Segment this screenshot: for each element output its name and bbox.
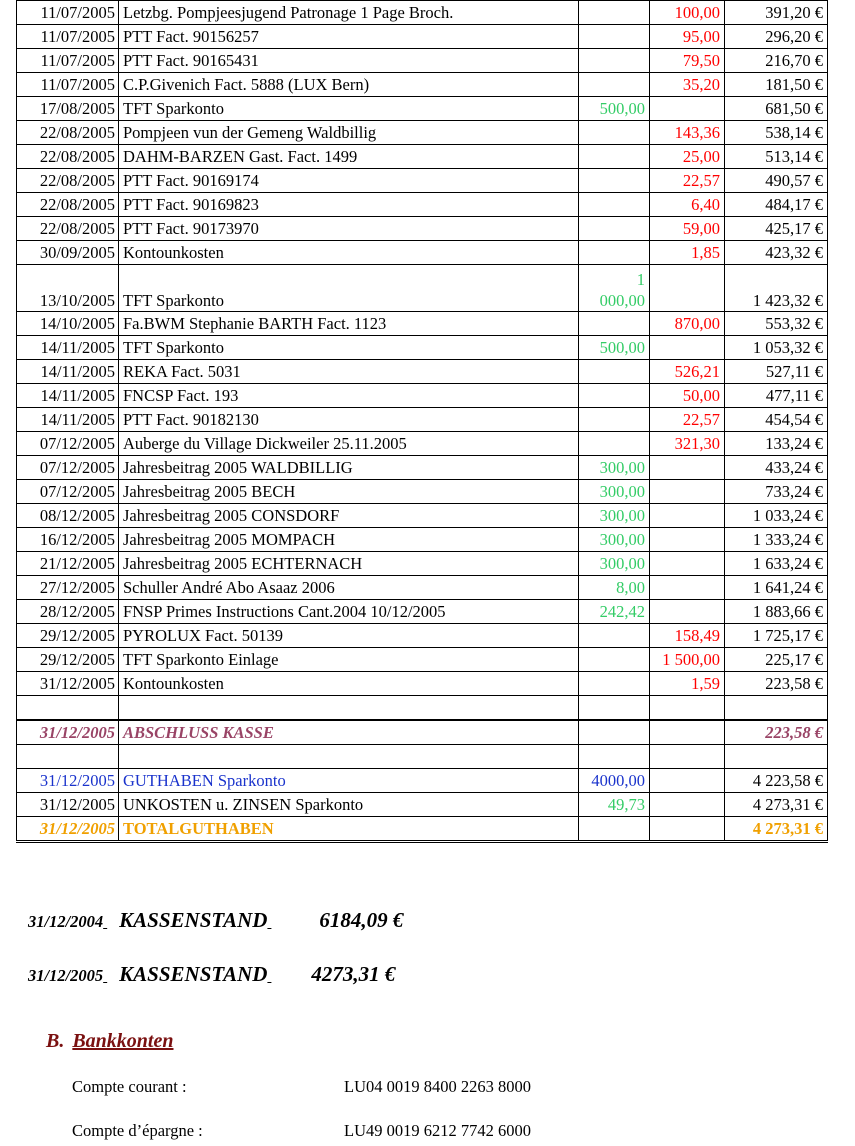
credit-cell: 300,00: [579, 552, 650, 576]
date-cell: 17/08/2005: [17, 97, 119, 121]
description-cell: Auberge du Village Dickweiler 25.11.2005: [119, 432, 579, 456]
description-cell: PTT Fact. 90169823: [119, 193, 579, 217]
credit-cell: 8,00: [579, 576, 650, 600]
debit-cell: 526,21: [650, 360, 725, 384]
debit-cell: [650, 504, 725, 528]
kassenstand-2004: [28, 908, 403, 933]
balance-cell: 527,11 €: [725, 360, 828, 384]
debit-cell: 100,00: [650, 1, 725, 25]
credit-cell: [579, 145, 650, 169]
table-row: [17, 456, 828, 480]
date-cell: 14/11/2005: [17, 408, 119, 432]
balance-cell: 391,20 €: [725, 1, 828, 25]
balance-cell: 538,14 €: [725, 121, 828, 145]
balance-cell: 133,24 €: [725, 432, 828, 456]
debit-cell: 143,36: [650, 121, 725, 145]
credit-cell: [579, 720, 650, 745]
debit-cell: 6,40: [650, 193, 725, 217]
date-cell: 14/10/2005: [17, 312, 119, 336]
table-row: [17, 145, 828, 169]
description-cell: TFT Sparkonto: [119, 97, 579, 121]
credit-cell: [579, 49, 650, 73]
date-cell: 11/07/2005: [17, 25, 119, 49]
ledger-body: [17, 1, 828, 842]
debit-cell: 158,49: [650, 624, 725, 648]
date-cell: 14/11/2005: [17, 360, 119, 384]
debit-cell: [650, 696, 725, 721]
credit-cell: [579, 312, 650, 336]
description-cell: C.P.Givenich Fact. 5888 (LUX Bern): [119, 73, 579, 97]
savings-row: [17, 769, 828, 793]
debit-cell: 25,00: [650, 145, 725, 169]
balance-cell: 1 883,66 €: [725, 600, 828, 624]
kassenstand-label: KASSENSTAND: [119, 908, 268, 932]
credit-cell: 242,42: [579, 600, 650, 624]
credit-cell: [579, 432, 650, 456]
debit-cell: 79,50: [650, 49, 725, 73]
kassenstand-date: 31/12/2004: [28, 912, 104, 931]
kassenstand-2005: [28, 962, 395, 987]
date-cell: 22/08/2005: [17, 145, 119, 169]
description-cell: PTT Fact. 90182130: [119, 408, 579, 432]
debit-cell: 95,00: [650, 25, 725, 49]
description-cell: Jahresbeitrag 2005 BECH: [119, 480, 579, 504]
date-cell: 31/12/2005: [17, 793, 119, 817]
debit-cell: 22,57: [650, 408, 725, 432]
table-row: [17, 336, 828, 360]
description-cell: Letzbg. Pompjeesjugend Patronage 1 Page Broch.: [119, 1, 579, 25]
table-row: [17, 408, 828, 432]
debit-cell: [650, 552, 725, 576]
debit-cell: [650, 720, 725, 745]
date-cell: 22/08/2005: [17, 217, 119, 241]
balance-cell: 733,24 €: [725, 480, 828, 504]
description-cell: Schuller André Abo Asaaz 2006: [119, 576, 579, 600]
account-name: Compte d’épargne :: [72, 1121, 203, 1140]
balance-cell: 513,14 €: [725, 145, 828, 169]
description-cell: Fa.BWM Stephanie BARTH Fact. 1123: [119, 312, 579, 336]
description-cell: Kontounkosten: [119, 672, 579, 696]
description-cell: PYROLUX Fact. 50139: [119, 624, 579, 648]
debit-cell: 22,57: [650, 169, 725, 193]
table-row: [17, 49, 828, 73]
balance-cell: 1 725,17 €: [725, 624, 828, 648]
date-cell: 14/11/2005: [17, 336, 119, 360]
description-cell: Jahresbeitrag 2005 CONSDORF: [119, 504, 579, 528]
credit-cell: [579, 217, 650, 241]
credit-cell: 4000,00: [579, 769, 650, 793]
description-cell: DAHM-BARZEN Gast. Fact. 1499: [119, 145, 579, 169]
balance-cell: [725, 745, 828, 769]
date-cell: 07/12/2005: [17, 456, 119, 480]
date-cell: 07/12/2005: [17, 432, 119, 456]
account-current: [72, 1077, 531, 1097]
table-row: [17, 1, 828, 25]
balance-cell: 181,50 €: [725, 73, 828, 97]
credit-cell: [579, 360, 650, 384]
date-cell: 16/12/2005: [17, 528, 119, 552]
credit-cell: [579, 169, 650, 193]
table-row: [17, 480, 828, 504]
balance-cell: 4 273,31 €: [725, 817, 828, 842]
debit-cell: [650, 336, 725, 360]
description-cell: Pompjeen vun der Gemeng Waldbillig: [119, 121, 579, 145]
account-iban: LU04 0019 8400 2263 8000: [344, 1077, 531, 1096]
date-cell: 22/08/2005: [17, 169, 119, 193]
balance-cell: 1 333,24 €: [725, 528, 828, 552]
debit-cell: 1,85: [650, 241, 725, 265]
table-row: [17, 241, 828, 265]
description-cell: [119, 696, 579, 721]
table-row: [17, 121, 828, 145]
date-cell: 22/08/2005: [17, 193, 119, 217]
balance-cell: [725, 696, 828, 721]
ledger-table: [16, 0, 828, 843]
debit-cell: [650, 97, 725, 121]
balance-cell: 553,32 €: [725, 312, 828, 336]
table-row: [17, 97, 828, 121]
balance-cell: 4 273,31 €: [725, 793, 828, 817]
credit-cell: 300,00: [579, 504, 650, 528]
debit-cell: [650, 745, 725, 769]
bank-section-heading: [46, 1030, 174, 1053]
balance-cell: 225,17 €: [725, 648, 828, 672]
debit-cell: [650, 576, 725, 600]
balance-cell: 1 633,24 €: [725, 552, 828, 576]
kassenstand-value: 4273,31 €: [311, 962, 396, 986]
description-cell: TFT Sparkonto: [119, 265, 579, 312]
credit-line-2: 000,00: [599, 291, 645, 310]
description-cell: Kontounkosten: [119, 241, 579, 265]
description-cell: GUTHABEN Sparkonto: [119, 769, 579, 793]
credit-cell: [579, 817, 650, 842]
total-row: [17, 817, 828, 842]
balance-cell: 223,58 €: [725, 720, 828, 745]
credit-cell: [579, 408, 650, 432]
section-letter: B.: [46, 1030, 65, 1052]
description-cell: PTT Fact. 90165431: [119, 49, 579, 73]
date-cell: 31/12/2005: [17, 672, 119, 696]
debit-cell: [650, 600, 725, 624]
balance-cell: 1 033,24 €: [725, 504, 828, 528]
balance-cell: 216,70 €: [725, 49, 828, 73]
description-cell: FNSP Primes Instructions Cant.2004 10/12/2005: [119, 600, 579, 624]
table-row: [17, 169, 828, 193]
description-cell: UNKOSTEN u. ZINSEN Sparkonto: [119, 793, 579, 817]
balance-cell: 296,20 €: [725, 25, 828, 49]
credit-cell: [579, 696, 650, 721]
debit-cell: 321,30: [650, 432, 725, 456]
table-row: [17, 25, 828, 49]
credit-line-1: 1: [636, 270, 645, 289]
table-row: [17, 73, 828, 97]
credit-cell: 500,00: [579, 97, 650, 121]
date-cell: 31/12/2005: [17, 817, 119, 842]
table-row: [17, 504, 828, 528]
balance-cell: 454,54 €: [725, 408, 828, 432]
credit-cell: [579, 265, 650, 312]
credit-cell: 300,00: [579, 528, 650, 552]
balance-cell: 425,17 €: [725, 217, 828, 241]
date-cell: 08/12/2005: [17, 504, 119, 528]
table-row: [17, 648, 828, 672]
kassenstand-date: 31/12/2005: [28, 966, 104, 985]
debit-cell: 35,20: [650, 73, 725, 97]
table-row: [17, 217, 828, 241]
table-row: [17, 193, 828, 217]
description-cell: TFT Sparkonto Einlage: [119, 648, 579, 672]
credit-cell: [579, 25, 650, 49]
table-row: [17, 552, 828, 576]
table-row: [17, 576, 828, 600]
closing-row: [17, 720, 828, 745]
debit-cell: [650, 456, 725, 480]
description-cell: PTT Fact. 90169174: [119, 169, 579, 193]
date-cell: 28/12/2005: [17, 600, 119, 624]
description-cell: PTT Fact. 90173970: [119, 217, 579, 241]
account-name: Compte courant :: [72, 1077, 187, 1096]
debit-cell: 1 500,00: [650, 648, 725, 672]
table-row: [17, 384, 828, 408]
balance-cell: 1 423,32 €: [725, 265, 828, 312]
balance-cell: 4 223,58 €: [725, 769, 828, 793]
balance-cell: 423,32 €: [725, 241, 828, 265]
description-cell: Jahresbeitrag 2005 ECHTERNACH: [119, 552, 579, 576]
date-cell: 21/12/2005: [17, 552, 119, 576]
balance-cell: 477,11 €: [725, 384, 828, 408]
kassenstand-value: 6184,09 €: [319, 908, 404, 932]
credit-cell: 49,73: [579, 793, 650, 817]
date-cell: 22/08/2005: [17, 121, 119, 145]
debit-cell: [650, 817, 725, 842]
credit-cell: [579, 73, 650, 97]
description-cell: FNCSP Fact. 193: [119, 384, 579, 408]
date-cell: [17, 745, 119, 769]
credit-cell: [579, 624, 650, 648]
description-cell: PTT Fact. 90156257: [119, 25, 579, 49]
debit-cell: [650, 265, 725, 312]
date-cell: 11/07/2005: [17, 1, 119, 25]
description-cell: [119, 745, 579, 769]
table-row: [17, 360, 828, 384]
account-savings: [72, 1121, 531, 1141]
interest-row: [17, 793, 828, 817]
balance-cell: 490,57 €: [725, 169, 828, 193]
debit-cell: [650, 769, 725, 793]
date-cell: 29/12/2005: [17, 624, 119, 648]
date-cell: 29/12/2005: [17, 648, 119, 672]
balance-cell: 681,50 €: [725, 97, 828, 121]
debit-cell: 870,00: [650, 312, 725, 336]
description-cell: TFT Sparkonto: [119, 336, 579, 360]
table-row: [17, 624, 828, 648]
date-cell: 31/12/2005: [17, 769, 119, 793]
debit-cell: [650, 480, 725, 504]
balance-cell: 433,24 €: [725, 456, 828, 480]
date-cell: 11/07/2005: [17, 73, 119, 97]
date-cell: 31/12/2005: [17, 720, 119, 745]
table-row: [17, 265, 828, 312]
credit-cell: [579, 241, 650, 265]
balance-cell: 1 053,32 €: [725, 336, 828, 360]
date-cell: 11/07/2005: [17, 49, 119, 73]
description-cell: ABSCHLUSS KASSE: [119, 720, 579, 745]
credit-cell: 300,00: [579, 480, 650, 504]
description-cell: Jahresbeitrag 2005 WALDBILLIG: [119, 456, 579, 480]
kassenstand-label: KASSENSTAND: [119, 962, 268, 986]
credit-cell: 500,00: [579, 336, 650, 360]
section-title: Bankkonten: [72, 1030, 174, 1052]
debit-cell: 1,59: [650, 672, 725, 696]
date-cell: 07/12/2005: [17, 480, 119, 504]
blank-row: [17, 696, 828, 721]
table-row: [17, 432, 828, 456]
date-cell: 30/09/2005: [17, 241, 119, 265]
balance-cell: 1 641,24 €: [725, 576, 828, 600]
credit-cell: [579, 648, 650, 672]
date-cell: 13/10/2005: [17, 265, 119, 312]
date-cell: [17, 696, 119, 721]
credit-cell: [579, 1, 650, 25]
credit-cell: [579, 193, 650, 217]
balance-cell: 484,17 €: [725, 193, 828, 217]
debit-cell: 59,00: [650, 217, 725, 241]
blank-row: [17, 745, 828, 769]
debit-cell: [650, 528, 725, 552]
description-cell: TOTALGUTHABEN: [119, 817, 579, 842]
table-row: [17, 528, 828, 552]
credit-cell: [579, 745, 650, 769]
account-iban: LU49 0019 6212 7742 6000: [344, 1121, 531, 1140]
balance-cell: 223,58 €: [725, 672, 828, 696]
table-row: [17, 312, 828, 336]
table-row: [17, 672, 828, 696]
credit-cell: [579, 384, 650, 408]
debit-cell: [650, 793, 725, 817]
debit-cell: 50,00: [650, 384, 725, 408]
date-cell: 14/11/2005: [17, 384, 119, 408]
credit-cell: [579, 121, 650, 145]
date-cell: 27/12/2005: [17, 576, 119, 600]
credit-cell: [579, 672, 650, 696]
description-cell: Jahresbeitrag 2005 MOMPACH: [119, 528, 579, 552]
table-row: [17, 600, 828, 624]
description-cell: REKA Fact. 5031: [119, 360, 579, 384]
credit-cell: 300,00: [579, 456, 650, 480]
